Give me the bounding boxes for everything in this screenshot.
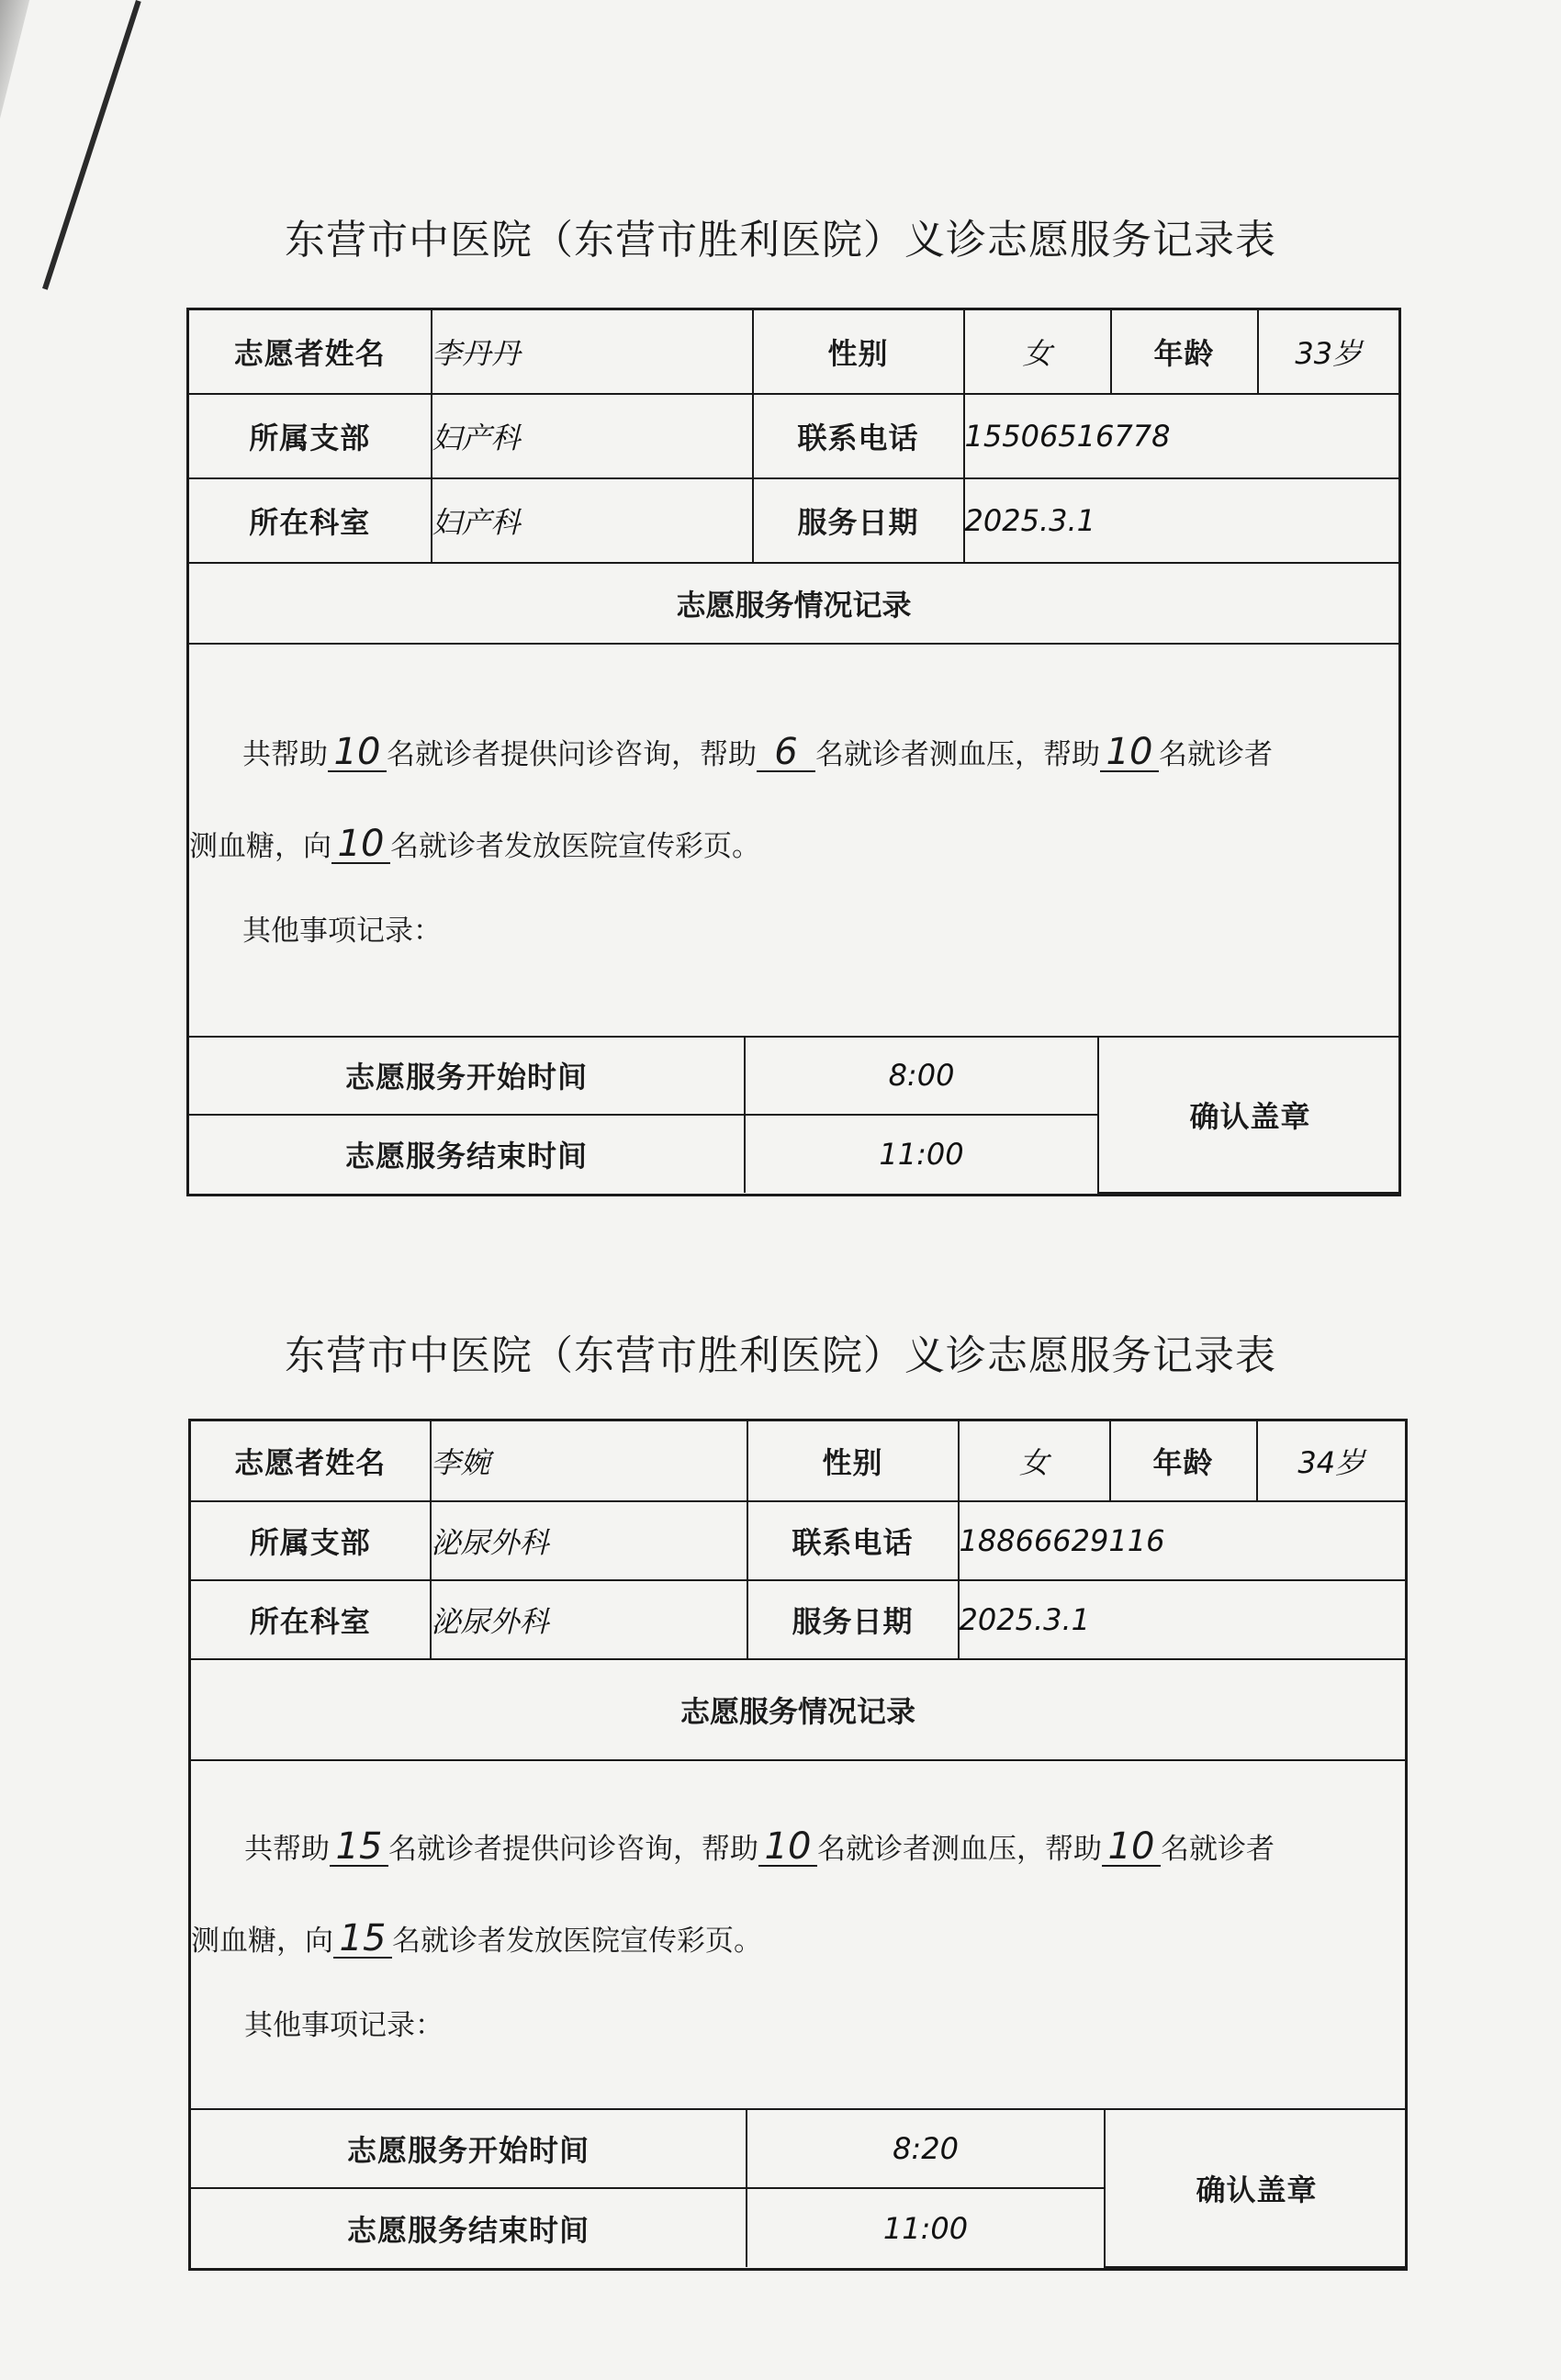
text-flyers: 名就诊者发放医院宣传彩页。 (390, 830, 760, 863)
end-time-label: 志愿服务结束时间 (189, 1115, 745, 1193)
record-line-1 (191, 1825, 1405, 1868)
branch-label: 所属支部 (188, 394, 432, 478)
confirm-stamp-label: 确认盖章 (1098, 1038, 1401, 1194)
gender-label: 性别 (753, 309, 964, 394)
start-time-value: 8:20 (747, 2110, 1105, 2189)
phone-value: 15506516778 (964, 394, 1400, 478)
service-date-value: 2025.3.1 (964, 478, 1400, 563)
blood-pressure-count: 10 (758, 1828, 817, 1867)
name-label: 志愿者姓名 (188, 309, 432, 394)
start-time-label: 志愿服务开始时间 (189, 1038, 745, 1116)
department-value: 泌尿外科 (431, 1580, 747, 1659)
time-table (191, 2110, 1408, 2269)
gender-label: 性别 (747, 1420, 959, 1501)
time-section (188, 1037, 1400, 1196)
age-label: 年龄 (1111, 309, 1258, 394)
service-record-body (188, 644, 1400, 1037)
text-blood-sugar: 测血糖，向 (189, 830, 331, 863)
text-help-prefix: 共帮助 (244, 1833, 330, 1866)
service-date-value: 2025.3.1 (959, 1580, 1407, 1659)
end-time-label: 志愿服务结束时间 (191, 2188, 747, 2267)
flyer-count: 15 (333, 1920, 392, 1959)
branch-value: 泌尿外科 (431, 1501, 747, 1580)
flyer-count: 10 (331, 825, 390, 864)
text-patients: 名就诊者 (1161, 1833, 1275, 1866)
blood-sugar-count: 10 (1100, 734, 1159, 772)
department-label: 所在科室 (190, 1580, 431, 1659)
department-label: 所在科室 (188, 478, 432, 563)
department-value: 妇产科 (432, 478, 753, 563)
time-table (189, 1038, 1401, 1195)
blood-sugar-count: 10 (1102, 1828, 1161, 1867)
consult-count: 15 (330, 1828, 388, 1867)
text-flyers: 名就诊者发放医院宣传彩页。 (392, 1925, 762, 1958)
end-time-value: 11:00 (745, 1115, 1098, 1193)
other-notes-label: 其他事项记录： (244, 2009, 444, 2042)
age-value: 34岁 (1257, 1420, 1407, 1501)
consult-count: 10 (328, 734, 387, 772)
service-record-body (190, 1760, 1407, 2109)
age-label: 年龄 (1110, 1420, 1257, 1501)
form-title: 东营市中医院（东营市胜利医院）义诊志愿服务记录表 (285, 1332, 1276, 1379)
text-consult: 名就诊者提供问诊咨询，帮助 (388, 1833, 758, 1866)
service-date-label: 服务日期 (753, 478, 964, 563)
time-section (190, 2109, 1407, 2270)
section-title: 志愿服务情况记录 (188, 563, 1400, 644)
record-table (186, 308, 1401, 1196)
name-label: 志愿者姓名 (190, 1420, 431, 1501)
start-time-value: 8:00 (745, 1038, 1098, 1116)
record-table (188, 1419, 1408, 2271)
other-notes-label: 其他事项记录： (242, 915, 442, 948)
end-time-value: 11:00 (747, 2188, 1105, 2267)
age-value: 33岁 (1258, 309, 1400, 394)
name-value: 李丹丹 (432, 309, 753, 394)
phone-label: 联系电话 (747, 1501, 959, 1580)
gender-value: 女 (959, 1420, 1110, 1501)
blood-pressure-count: 6 (757, 734, 815, 772)
record-line-2 (189, 825, 1398, 864)
branch-label: 所属支部 (190, 1501, 431, 1580)
phone-value: 18866629116 (959, 1501, 1407, 1580)
record-line-2 (191, 1917, 1405, 1959)
text-blood-sugar: 测血糖，向 (191, 1925, 333, 1958)
confirm-stamp-label: 确认盖章 (1105, 2110, 1408, 2268)
text-help-prefix: 共帮助 (242, 738, 328, 771)
section-title: 志愿服务情况记录 (190, 1659, 1407, 1760)
text-blood-pressure: 名就诊者测血压，帮助 (817, 1833, 1102, 1866)
service-date-label: 服务日期 (747, 1580, 959, 1659)
name-value: 李婉 (431, 1420, 747, 1501)
gender-value: 女 (964, 309, 1111, 394)
record-line-1 (189, 731, 1398, 773)
text-consult: 名就诊者提供问诊咨询，帮助 (387, 738, 757, 771)
start-time-label: 志愿服务开始时间 (191, 2110, 747, 2189)
branch-value: 妇产科 (432, 394, 753, 478)
form-title: 东营市中医院（东营市胜利医院）义诊志愿服务记录表 (285, 217, 1276, 264)
text-blood-pressure: 名就诊者测血压，帮助 (815, 738, 1100, 771)
text-patients: 名就诊者 (1159, 738, 1273, 771)
phone-label: 联系电话 (753, 394, 964, 478)
